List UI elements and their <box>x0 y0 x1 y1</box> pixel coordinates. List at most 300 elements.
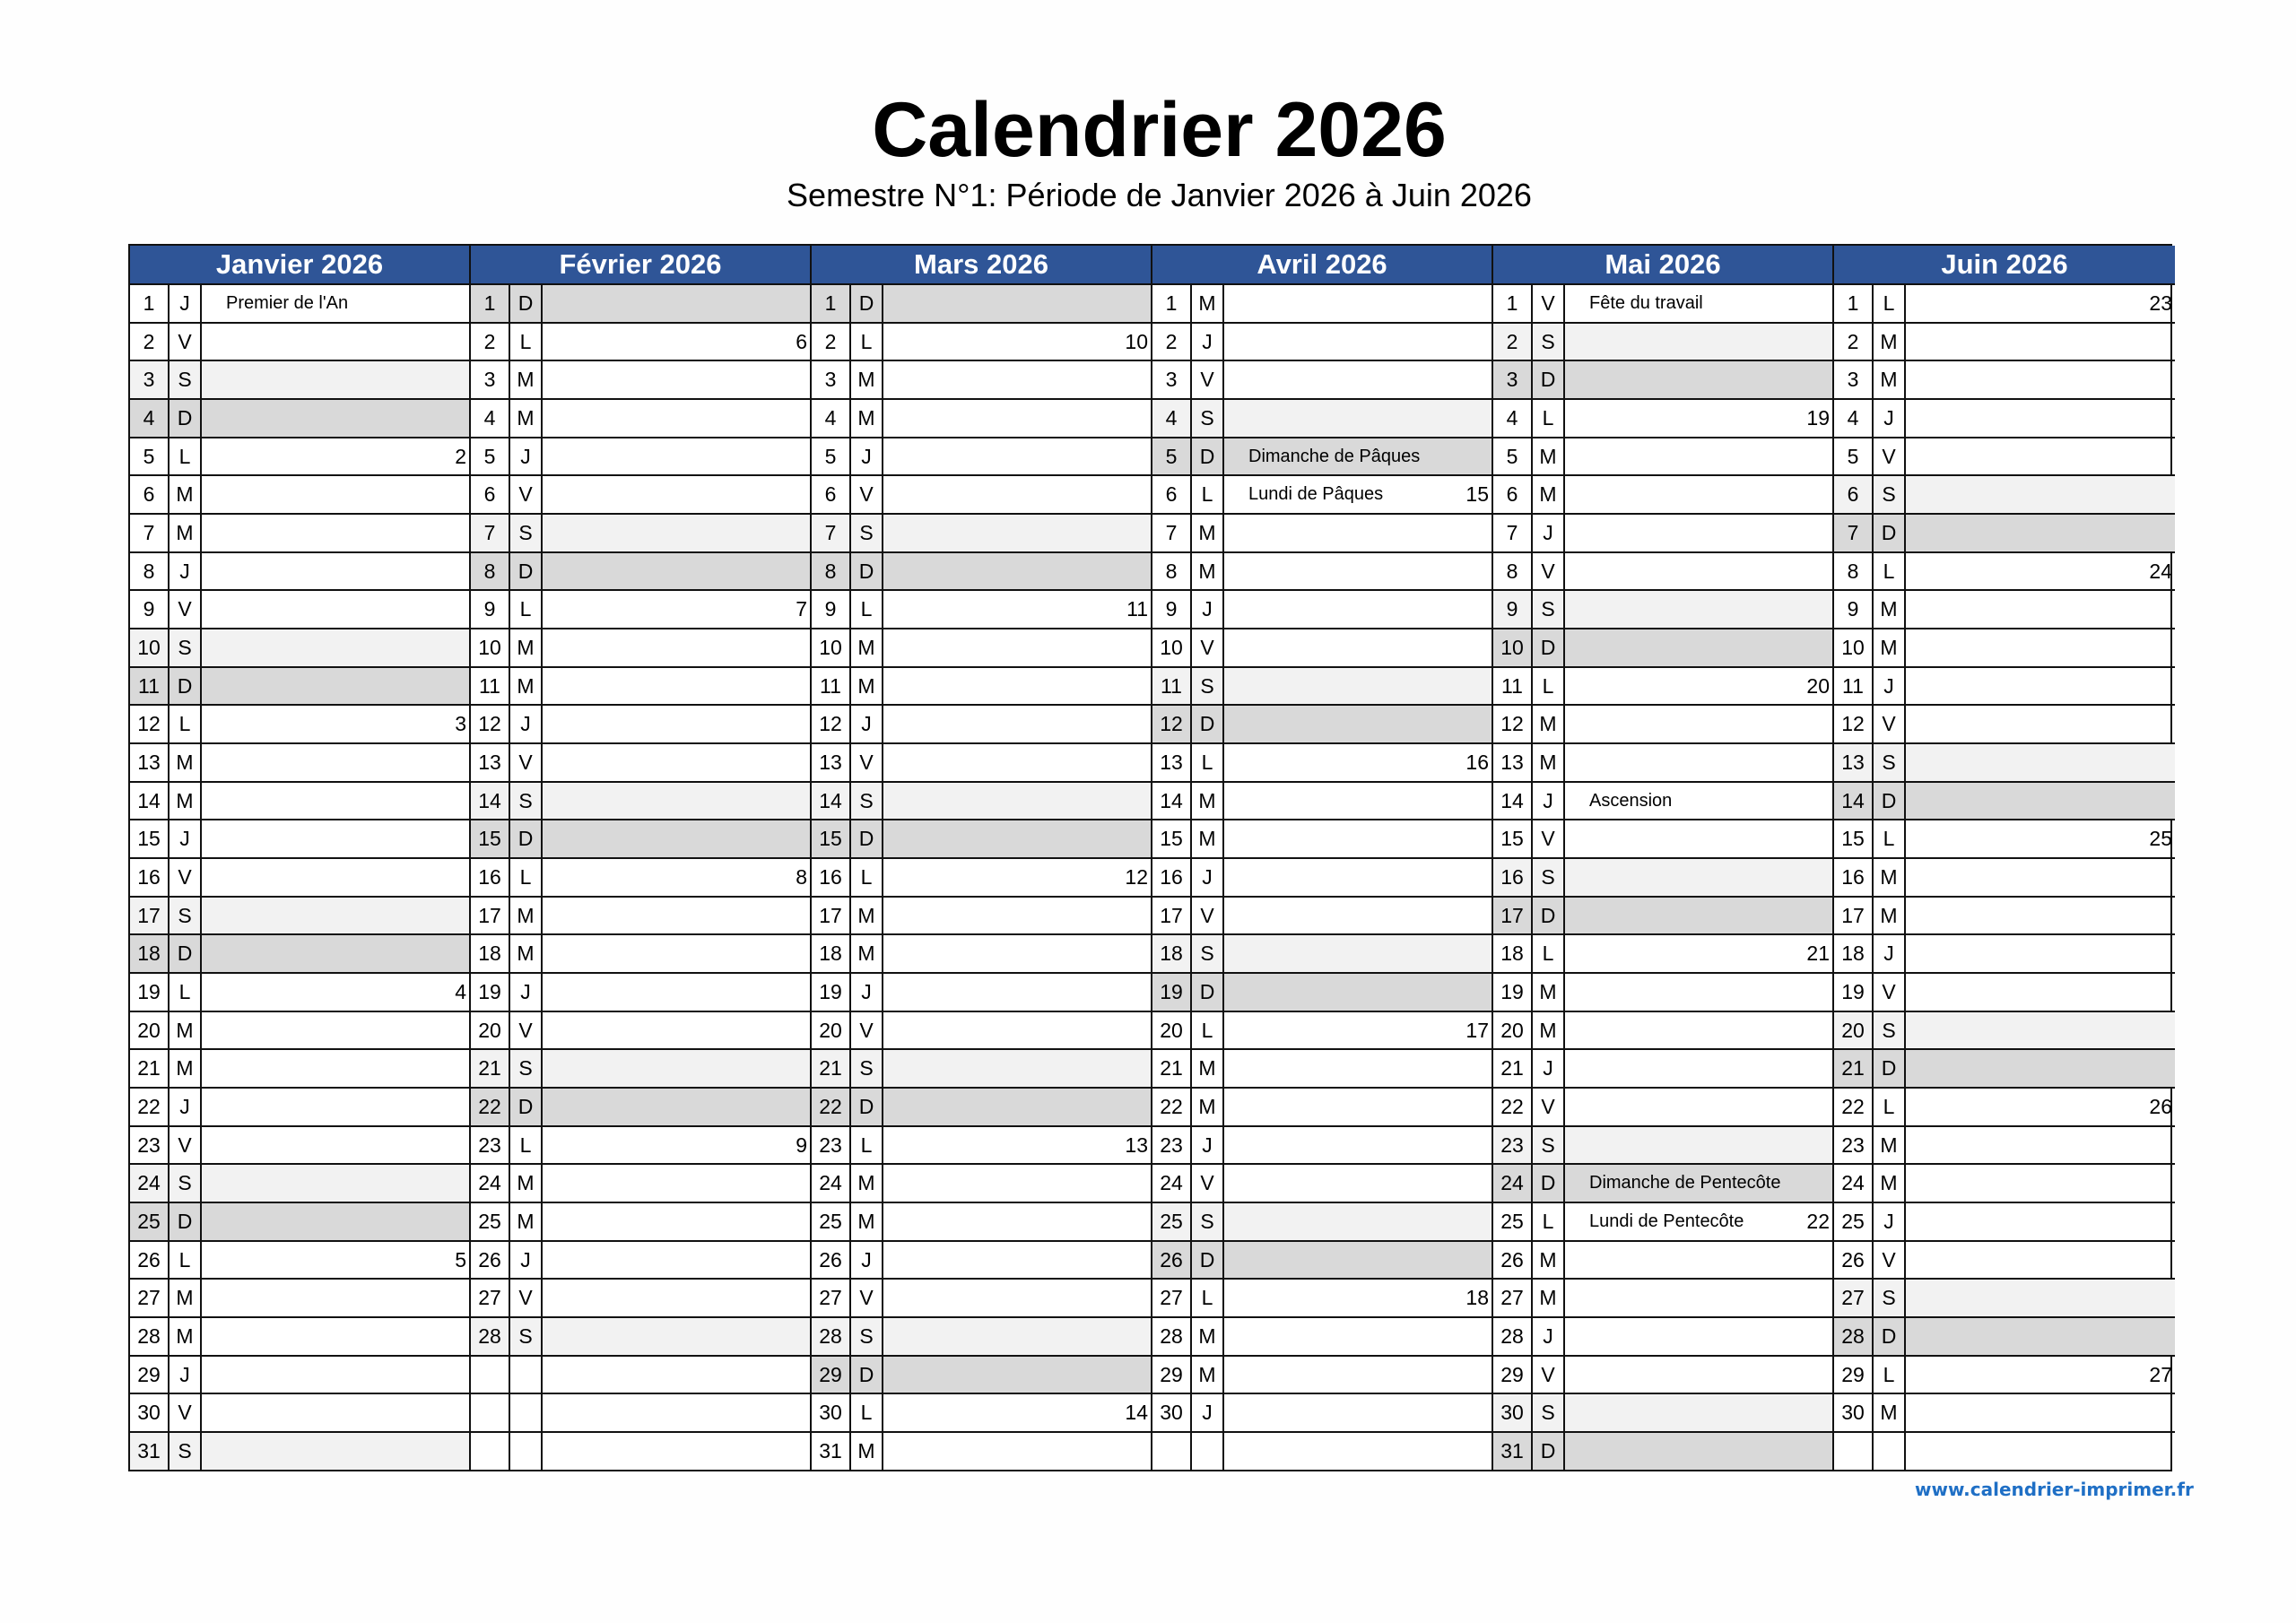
holiday-label: Dimanche de Pâques <box>1248 446 1421 466</box>
day-row <box>812 553 1151 592</box>
day-number: 8 <box>1834 553 1874 590</box>
day-row <box>1152 783 1492 821</box>
day-note-cell <box>1565 744 1832 781</box>
day-number: 23 <box>1834 1127 1874 1164</box>
day-note-cell <box>1224 400 1492 437</box>
weekday-letter: D <box>1533 361 1565 398</box>
day-note-cell <box>1224 361 1492 398</box>
day-row <box>812 935 1151 974</box>
day-row <box>1834 783 2175 821</box>
day-row <box>130 1433 469 1470</box>
day-number: 30 <box>1834 1394 1874 1431</box>
day-note-cell <box>883 553 1151 590</box>
week-number: 19 <box>1806 405 1830 430</box>
day-number: 7 <box>471 515 510 551</box>
weekday-letter: S <box>510 1318 543 1355</box>
day-number: 2 <box>812 324 851 360</box>
day-note-cell <box>883 706 1151 742</box>
weekday-letter: D <box>1533 1165 1565 1202</box>
day-row <box>1834 1165 2175 1203</box>
day-number: 27 <box>1493 1280 1533 1316</box>
day-number: 29 <box>812 1357 851 1393</box>
day-number: 18 <box>1493 935 1533 972</box>
day-note-cell <box>202 438 469 475</box>
day-row <box>1493 591 1832 629</box>
weekday-letter: M <box>1874 1165 1906 1202</box>
day-row <box>812 1242 1151 1280</box>
month-header: Janvier 2026 <box>130 246 469 285</box>
weekday-letter: L <box>1533 400 1565 437</box>
day-note-cell <box>1224 1242 1492 1279</box>
weekday-letter: D <box>1874 1050 1906 1087</box>
weekday-letter: V <box>170 1394 202 1431</box>
day-note-cell <box>883 744 1151 781</box>
day-number: 5 <box>471 438 510 475</box>
day-row <box>1493 1433 1832 1470</box>
day-row <box>471 706 810 744</box>
day-row <box>130 515 469 553</box>
day-row <box>1834 974 2175 1012</box>
day-row <box>1493 820 1832 859</box>
day-note-cell <box>1224 1089 1492 1125</box>
day-row <box>471 1050 810 1089</box>
weekday-letter: J <box>510 706 543 742</box>
day-note-cell <box>1224 515 1492 551</box>
day-number: 13 <box>471 744 510 781</box>
day-number: 20 <box>812 1012 851 1049</box>
weekday-letter: L <box>1192 476 1224 513</box>
day-note-cell <box>202 1433 469 1470</box>
day-row <box>812 1318 1151 1357</box>
day-row <box>1834 591 2175 629</box>
holiday-label: Dimanche de Pentecôte <box>1589 1173 1781 1193</box>
day-number: 9 <box>1152 591 1192 628</box>
day-note-cell <box>1224 1127 1492 1164</box>
day-number: 22 <box>130 1089 170 1125</box>
day-row <box>471 1280 810 1318</box>
day-number: 27 <box>130 1280 170 1316</box>
day-note-cell <box>202 629 469 666</box>
day-row <box>1493 515 1832 553</box>
day-note-cell <box>202 974 469 1011</box>
day-number: 22 <box>812 1089 851 1125</box>
month-column <box>471 246 812 1470</box>
day-row <box>812 1050 1151 1089</box>
weekday-letter: J <box>851 1242 883 1279</box>
day-number: 7 <box>1834 515 1874 551</box>
day-number: 3 <box>1493 361 1533 398</box>
day-note-cell <box>1906 1012 2175 1049</box>
day-row <box>1834 935 2175 974</box>
day-note-cell <box>883 668 1151 705</box>
weekday-letter: S <box>1533 591 1565 628</box>
day-row <box>471 1127 810 1166</box>
weekday-letter: M <box>1874 591 1906 628</box>
month-header: Mars 2026 <box>812 246 1151 285</box>
day-number: 30 <box>1152 1394 1192 1431</box>
month-column <box>1152 246 1493 1470</box>
day-note-cell <box>1906 515 2175 551</box>
weekday-letter: L <box>1874 1089 1906 1125</box>
day-number: 26 <box>1152 1242 1192 1279</box>
day-note-cell <box>543 324 810 360</box>
weekday-letter: J <box>170 820 202 857</box>
week-number: 4 <box>455 979 466 1003</box>
day-number: 11 <box>471 668 510 705</box>
weekday-letter: J <box>170 285 202 322</box>
day-note-cell <box>1224 1050 1492 1087</box>
day-row <box>1834 1050 2175 1089</box>
day-note-cell <box>883 1203 1151 1240</box>
day-note-cell <box>1565 1012 1832 1049</box>
day-note-cell <box>883 285 1151 322</box>
day-note-cell <box>1565 324 1832 360</box>
day-note-cell <box>202 783 469 820</box>
day-row <box>812 1357 1151 1395</box>
day-number: 18 <box>1834 935 1874 972</box>
day-number: 19 <box>812 974 851 1011</box>
day-number: 8 <box>471 553 510 590</box>
weekday-letter: M <box>170 1012 202 1049</box>
day-note-cell <box>202 361 469 398</box>
day-note-cell <box>1906 1127 2175 1164</box>
day-note-cell <box>1906 706 2175 742</box>
week-number: 27 <box>2149 1362 2172 1386</box>
day-note-cell <box>543 361 810 398</box>
day-row <box>1152 553 1492 592</box>
day-note-cell <box>1224 820 1492 857</box>
weekday-letter: L <box>510 1127 543 1164</box>
day-row <box>130 974 469 1012</box>
month-column <box>130 246 471 1470</box>
day-note-cell <box>883 400 1151 437</box>
day-number: 5 <box>1834 438 1874 475</box>
day-number: 16 <box>1152 859 1192 896</box>
day-row <box>812 898 1151 936</box>
day-note-cell <box>543 744 810 781</box>
day-row <box>1834 1242 2175 1280</box>
weekday-letter: V <box>1192 1165 1224 1202</box>
day-note-cell <box>202 1280 469 1316</box>
weekday-letter: L <box>510 591 543 628</box>
day-note-cell <box>1224 285 1492 322</box>
day-note-cell <box>1565 361 1832 398</box>
day-note-cell <box>1565 935 1832 972</box>
day-row <box>130 706 469 744</box>
day-number: 4 <box>1152 400 1192 437</box>
day-number: 5 <box>1493 438 1533 475</box>
day-note-cell <box>543 820 810 857</box>
weekday-letter: D <box>1874 1318 1906 1355</box>
weekday-letter: J <box>170 1357 202 1393</box>
day-number: 29 <box>1834 1357 1874 1393</box>
weekday-letter: J <box>170 553 202 590</box>
day-row <box>812 1127 1151 1166</box>
weekday-letter: J <box>1533 783 1565 820</box>
day-row <box>812 438 1151 477</box>
day-row <box>1493 324 1832 362</box>
week-number: 13 <box>1125 1133 1148 1157</box>
day-note-cell <box>883 1318 1151 1355</box>
day-note-cell <box>1565 1357 1832 1393</box>
day-number: 12 <box>130 706 170 742</box>
day-number: 17 <box>130 898 170 934</box>
day-note-cell <box>883 1050 1151 1087</box>
weekday-letter: M <box>1192 285 1224 322</box>
weekday-letter: J <box>851 706 883 742</box>
day-row <box>1834 706 2175 744</box>
day-number: 1 <box>1152 285 1192 322</box>
day-row <box>471 1165 810 1203</box>
day-row <box>471 1242 810 1280</box>
day-number: 31 <box>1493 1433 1533 1470</box>
weekday-letter: J <box>170 1089 202 1125</box>
day-note-cell <box>1906 744 2175 781</box>
day-note-cell <box>202 935 469 972</box>
day-note-cell <box>1565 1318 1832 1355</box>
weekday-letter: M <box>1192 553 1224 590</box>
day-note-cell <box>1906 898 2175 934</box>
day-number: 8 <box>1493 553 1533 590</box>
day-note-cell <box>543 1318 810 1355</box>
day-number: 1 <box>1493 285 1533 322</box>
day-note-cell <box>1224 1357 1492 1393</box>
day-row <box>471 361 810 400</box>
day-number: 4 <box>130 400 170 437</box>
weekday-letter: S <box>170 361 202 398</box>
day-number: 17 <box>1152 898 1192 934</box>
day-note-cell <box>1906 553 2175 590</box>
day-note-cell <box>1906 1280 2175 1316</box>
weekday-letter: V <box>510 1012 543 1049</box>
weekday-letter: M <box>1192 783 1224 820</box>
day-number: 11 <box>1152 668 1192 705</box>
day-row <box>1493 668 1832 707</box>
day-number: 28 <box>130 1318 170 1355</box>
day-number: 24 <box>1152 1165 1192 1202</box>
day-number: 5 <box>130 438 170 475</box>
weekday-letter: D <box>510 1089 543 1125</box>
day-number: 15 <box>1493 820 1533 857</box>
day-row <box>1834 668 2175 707</box>
day-row <box>1152 1165 1492 1203</box>
day-row <box>471 1012 810 1051</box>
weekday-letter: L <box>851 859 883 896</box>
month-column <box>812 246 1152 1470</box>
day-note-cell <box>202 324 469 360</box>
week-number: 21 <box>1806 942 1830 966</box>
day-number: 10 <box>471 629 510 666</box>
day-note-cell <box>1565 820 1832 857</box>
day-row <box>812 1012 1151 1051</box>
weekday-letter: M <box>510 361 543 398</box>
day-note-cell <box>1565 783 1832 820</box>
day-row <box>471 783 810 821</box>
day-number: 30 <box>1493 1394 1533 1431</box>
day-number: 13 <box>1493 744 1533 781</box>
day-note-cell <box>543 515 810 551</box>
day-number: 25 <box>471 1203 510 1240</box>
day-number: 17 <box>1493 898 1533 934</box>
day-row <box>130 285 469 324</box>
week-number: 17 <box>1465 1018 1489 1042</box>
weekday-letter: L <box>851 1394 883 1431</box>
day-note-cell <box>1565 629 1832 666</box>
weekday-letter: V <box>1874 1242 1906 1279</box>
day-row <box>812 1089 1151 1127</box>
day-row <box>471 400 810 438</box>
day-number: 12 <box>812 706 851 742</box>
website-link[interactable]: www.calendrier-imprimer.fr <box>1915 1479 2194 1500</box>
day-number: 8 <box>1152 553 1192 590</box>
day-row <box>1152 1433 1492 1470</box>
day-row <box>1834 285 2175 324</box>
day-number: 10 <box>1493 629 1533 666</box>
day-row <box>1493 438 1832 477</box>
week-number: 9 <box>796 1133 807 1157</box>
weekday-letter: L <box>1533 668 1565 705</box>
day-note-cell <box>883 898 1151 934</box>
weekday-letter: D <box>1874 783 1906 820</box>
weekday-letter: S <box>1533 1127 1565 1164</box>
day-note-cell <box>543 629 810 666</box>
day-number: 25 <box>130 1203 170 1240</box>
day-note-cell <box>883 820 1151 857</box>
weekday-letter: D <box>1192 706 1224 742</box>
weekday-letter: L <box>1874 553 1906 590</box>
day-row <box>130 820 469 859</box>
day-number: 27 <box>471 1280 510 1316</box>
day-number: 6 <box>1152 476 1192 513</box>
day-note-cell <box>1224 783 1492 820</box>
day-number: 26 <box>130 1242 170 1279</box>
day-note-cell <box>1906 1318 2175 1355</box>
weekday-letter: M <box>510 629 543 666</box>
day-number: 10 <box>130 629 170 666</box>
day-number: 12 <box>471 706 510 742</box>
day-note-cell <box>1224 706 1492 742</box>
day-number: 3 <box>130 361 170 398</box>
day-number: 14 <box>130 783 170 820</box>
day-number: 1 <box>1834 285 1874 322</box>
weekday-letter: D <box>1192 438 1224 475</box>
weekday-letter: M <box>1874 324 1906 360</box>
day-row <box>812 859 1151 898</box>
day-note-cell <box>1224 1394 1492 1431</box>
day-number: 12 <box>1493 706 1533 742</box>
holiday-label: Lundi de Pâques <box>1248 484 1384 505</box>
weekday-letter: S <box>510 783 543 820</box>
day-number: 27 <box>812 1280 851 1316</box>
day-row <box>1834 1127 2175 1166</box>
day-note-cell <box>202 1318 469 1355</box>
day-note-cell <box>1906 820 2175 857</box>
day-note-cell <box>202 1089 469 1125</box>
day-note-cell <box>543 553 810 590</box>
day-row <box>1493 1394 1832 1433</box>
day-number: 24 <box>812 1165 851 1202</box>
weekday-letter: V <box>1874 706 1906 742</box>
weekday-letter: L <box>170 438 202 475</box>
weekday-letter: V <box>170 324 202 360</box>
day-row <box>1834 1012 2175 1051</box>
day-number: 21 <box>130 1050 170 1087</box>
day-note-cell <box>1224 1433 1492 1470</box>
day-row <box>812 744 1151 783</box>
day-note-cell <box>202 1203 469 1240</box>
day-number: 24 <box>130 1165 170 1202</box>
day-number: 9 <box>812 591 851 628</box>
day-note-cell <box>1565 898 1832 934</box>
weekday-letter: S <box>510 1050 543 1087</box>
day-number: 26 <box>1493 1242 1533 1279</box>
weekday-letter: J <box>1192 1394 1224 1431</box>
day-number: 14 <box>1834 783 1874 820</box>
day-note-cell <box>1224 1012 1492 1049</box>
day-note-cell <box>1224 668 1492 705</box>
weekday-letter: V <box>1533 553 1565 590</box>
day-row <box>130 1012 469 1051</box>
day-row <box>1152 668 1492 707</box>
day-note-cell <box>543 1433 810 1470</box>
day-row <box>1834 476 2175 515</box>
day-note-cell <box>202 1165 469 1202</box>
day-note-cell <box>883 1089 1151 1125</box>
day-number: 4 <box>812 400 851 437</box>
day-row <box>812 820 1151 859</box>
day-row <box>1834 1280 2175 1318</box>
day-row <box>812 476 1151 515</box>
day-note-cell <box>1224 438 1492 475</box>
day-note-cell <box>202 476 469 513</box>
weekday-letter: M <box>1874 629 1906 666</box>
day-note-cell <box>1224 629 1492 666</box>
day-row <box>1493 1165 1832 1203</box>
day-number: 21 <box>1493 1050 1533 1087</box>
day-row <box>1152 629 1492 668</box>
weekday-letter: J <box>1874 668 1906 705</box>
day-row <box>130 668 469 707</box>
day-number: 8 <box>130 553 170 590</box>
weekday-letter: V <box>1192 361 1224 398</box>
day-number: 9 <box>1834 591 1874 628</box>
weekday-letter: S <box>1874 1012 1906 1049</box>
weekday-letter: D <box>851 820 883 857</box>
weekday-letter: V <box>1874 438 1906 475</box>
day-number: 28 <box>1834 1318 1874 1355</box>
day-row <box>1152 744 1492 783</box>
day-note-cell <box>883 591 1151 628</box>
day-row <box>1493 285 1832 324</box>
day-row <box>1834 1357 2175 1395</box>
day-note-cell <box>1906 324 2175 360</box>
day-note-cell <box>202 820 469 857</box>
day-number: 20 <box>1152 1012 1192 1049</box>
day-note-cell <box>1224 324 1492 360</box>
day-note-cell <box>883 1394 1151 1431</box>
day-number <box>1834 1433 1874 1470</box>
day-note-cell <box>1565 974 1832 1011</box>
day-note-cell <box>1565 400 1832 437</box>
day-number: 23 <box>1493 1127 1533 1164</box>
day-number: 15 <box>471 820 510 857</box>
day-number: 6 <box>130 476 170 513</box>
day-note-cell <box>1224 1203 1492 1240</box>
day-note-cell <box>543 1012 810 1049</box>
day-note-cell <box>883 1242 1151 1279</box>
day-row <box>471 1433 810 1470</box>
day-note-cell <box>883 515 1151 551</box>
